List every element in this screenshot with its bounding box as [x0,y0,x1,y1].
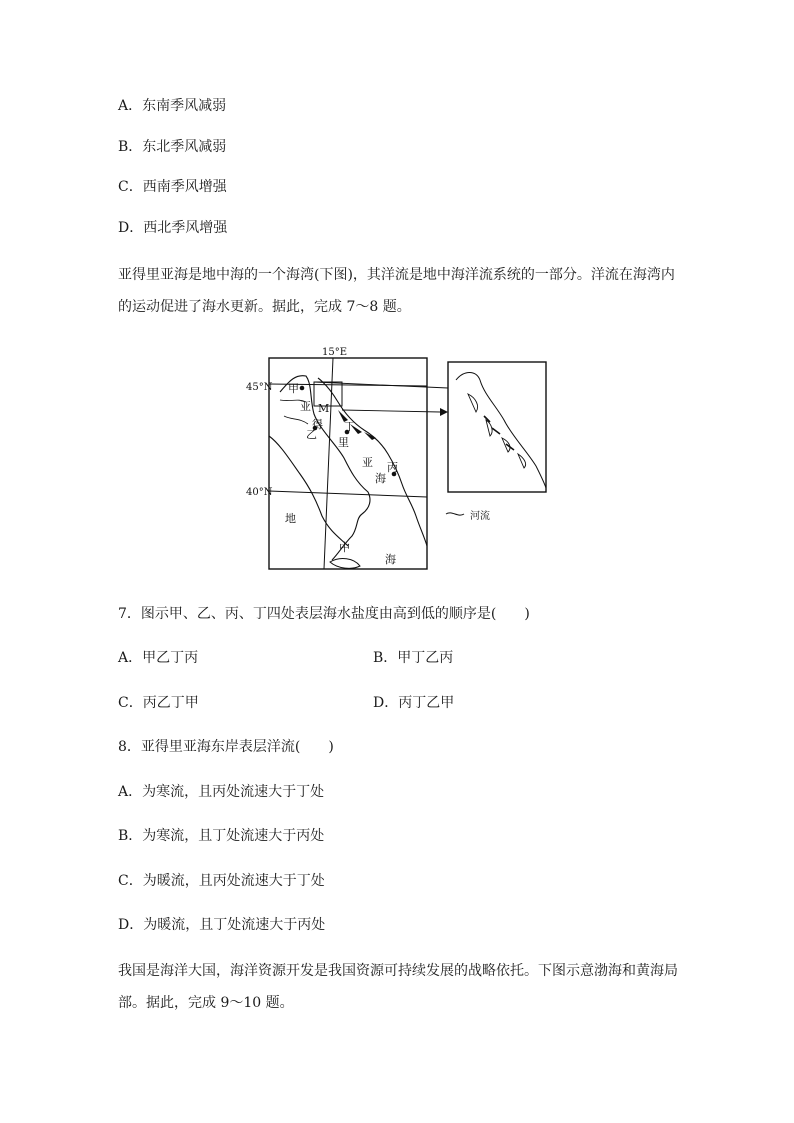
river-legend-label: 河流 [470,511,490,522]
sea-char-4: 亚 [362,456,373,469]
lat-40-label: 40°N [246,487,273,498]
lat-45-label: 45°N [246,382,273,393]
q8-option-d: D．为暖流，且丁处流速大于丙处 [118,917,326,933]
sea-char-5: 海 [375,472,386,485]
q8-stem: 8．亚得里亚海东岸表层洋流( ) [118,739,334,755]
q7-stem: 7．图示甲、乙、丙、丁四处表层海水盐度由高到低的顺序是( ) [118,606,530,622]
q8-option-a: A．为寒流，且丙处流速大于丁处 [118,784,325,800]
med-char-1: 地 [285,512,296,525]
point-jia-marker [300,386,305,391]
q6-option-c: C．西南季风增强 [118,179,227,195]
q7-option-b: B．甲丁乙丙 [373,650,454,666]
intro-7-8-line-1: 亚得里亚海是地中海的一个海湾(下图)，其洋流是地中海洋流系统的一部分。洋流在海湾内 [118,267,675,283]
intro-7-8-line-2: 的运动促进了海水更新。据此，完成 7～8 题。 [118,299,411,315]
lon-label: 15°E [322,347,348,358]
connector-arrowhead [440,408,448,416]
intro-9-10-line-2: 部。据此，完成 9～10 题。 [118,995,294,1011]
sea-char-1: 亚 [300,400,311,413]
q6-option-a: A．东南季风减弱 [118,98,227,114]
q6-option-b: B．东北季风减弱 [118,139,227,155]
label-m: M [318,402,330,415]
q7-option-d: D．丙丁乙甲 [373,695,455,711]
sea-char-2: 得 [312,418,323,431]
label-bing: 丙 [387,461,398,474]
label-jia: 甲 [288,382,299,395]
med-char-2: 中 [339,541,350,554]
river-legend-symbol [446,513,464,515]
label-ding: 丁 [344,420,355,433]
adriatic-sea-map [240,340,560,575]
q8-option-b: B．为寒流，且丁处流速大于丙处 [118,828,325,844]
label-yi: 乙 [306,428,317,441]
med-char-3: 海 [385,553,396,566]
sea-char-3: 里 [338,436,349,449]
q7-option-a: A．甲乙丁丙 [118,650,199,666]
intro-9-10-line-1: 我国是海洋大国，海洋资源开发是我国资源可持续发展的战略依托。下图示意渤海和黄海局 [118,963,678,979]
inset-map-frame [448,362,546,492]
q8-option-c: C．为暖流，且丙处流速大于丁处 [118,873,325,889]
q6-option-d: D．西北季风增强 [118,220,228,236]
q7-option-c: C．丙乙丁甲 [118,695,199,711]
